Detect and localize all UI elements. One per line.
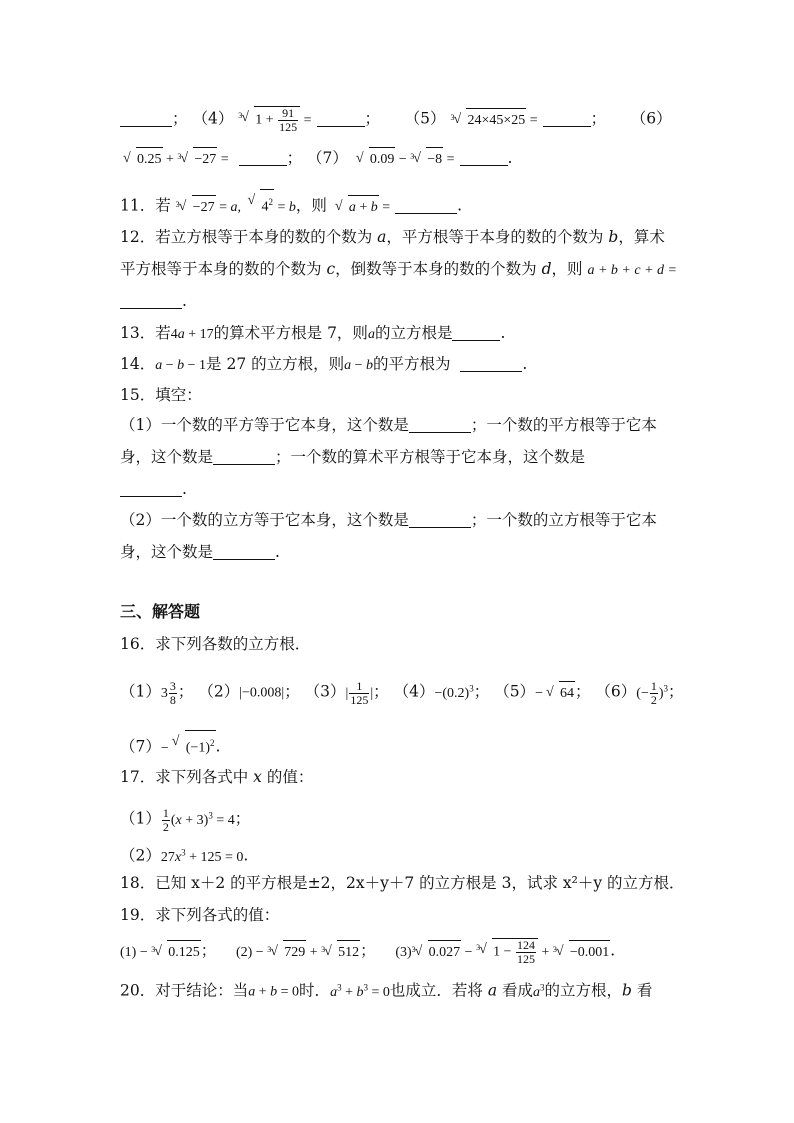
math-expr: √ a + b = bbox=[332, 200, 390, 215]
q10-part7-label: （7） bbox=[307, 149, 348, 167]
math-expr: 3 $\frac{3}{8}$ bbox=[160, 678, 176, 707]
q15-line-2: 身，这个数是 ；一个数的算术平方根等于它本身，这个数是 bbox=[120, 448, 586, 466]
math-expr: (2) − 3 √ 729 + 3 √ 512 bbox=[236, 945, 360, 960]
answer-blank[interactable] bbox=[239, 149, 287, 166]
answer-blank[interactable] bbox=[395, 197, 457, 214]
answer-blank[interactable] bbox=[409, 416, 471, 433]
math-expr: (− $\frac{1}{2}$ )$^3$ bbox=[636, 678, 669, 707]
q10-line-1: ； （4） 3 √ 1 + $\frac{91}{125}$ = ； （5） 3 √ 24×45×25 = ； （6） bbox=[120, 106, 684, 134]
answer-blank[interactable] bbox=[409, 511, 471, 528]
q12-line-2: 平方根等于本身的数的个数为 c，倒数等于本身的数的个数为 d，则 a + b + c + d = bbox=[120, 260, 677, 278]
math-expr: $27x^3 + 125 = 0$ bbox=[160, 847, 244, 865]
section-title: 三、解答题 bbox=[120, 602, 201, 621]
q12-line-3: . bbox=[120, 289, 684, 313]
answer-blank[interactable] bbox=[213, 448, 275, 465]
math-expr: − √ 64 bbox=[535, 686, 575, 701]
q16-parts: （1）3 $\frac{3}{8}$ ； （2）|−0.008|； （3）| $\frac{1}{125}$ |； $(4)-(0.2)^3$； （5）− √ 64； （6）(− $\frac{1}{2}$ )$^3$； bbox=[120, 678, 684, 707]
answer-blank[interactable] bbox=[543, 110, 591, 127]
q16-part7: （7）− √ $(-1)^2$. bbox=[120, 730, 684, 761]
answer-blank[interactable] bbox=[120, 480, 182, 497]
q19-parts: (1) − 3 √ 0.125； (2) − 3 √ 729 + 3 √ 512； (3) 3 √ 0.027 − 3 √ 1 − $\frac{124}{125}$ + 3 √ −0.001. bbox=[120, 938, 616, 966]
answer-blank[interactable] bbox=[213, 543, 275, 560]
q12-line-1: 12．若立方根等于本身的数的个数为 a，平方根等于本身的数的个数为 b，算术 bbox=[120, 228, 665, 246]
math-expr: 3 √ 24×45×25 = bbox=[450, 113, 537, 128]
math-expr: $-(0.2)^3$ bbox=[434, 683, 474, 701]
q10-part5-label: （5） bbox=[404, 109, 446, 128]
q10-part4-label: （4） bbox=[192, 109, 234, 128]
math-expr: √ 0.25 + 3 √ −27 = bbox=[120, 152, 229, 167]
math-expr: (1) − 3 √ 0.125 bbox=[120, 945, 201, 960]
math-expr: (3) 3 √ 0.027 − 3 √ 1 − $\frac{124}{125}$ + 3 √ −0.001 bbox=[395, 938, 610, 966]
math-expr: − √ $(-1)^2$ bbox=[161, 741, 216, 756]
math-expr: a − b − 1 bbox=[155, 358, 207, 373]
q17-part2: $(2)27x^3 + 125 = 0$. bbox=[120, 846, 249, 865]
answer-blank[interactable] bbox=[460, 355, 522, 372]
math-expr: |−0.008| bbox=[239, 685, 285, 701]
q15-line-4: （2）一个数的立方等于它本身，这个数是 ；一个数的立方根等于它本 bbox=[120, 511, 657, 529]
math-expr: 3 √ 1 + $\frac{91}{125}$ = bbox=[238, 106, 312, 134]
q15-line-1: （1）一个数的平方等于它本身，这个数是 ；一个数的平方根等于它本 bbox=[120, 416, 657, 434]
math-expr: | $\frac{1}{125}$ | bbox=[345, 678, 374, 707]
answer-blank[interactable] bbox=[317, 110, 365, 127]
math-expr: a + b = 0 bbox=[248, 984, 300, 1000]
answer-blank[interactable] bbox=[452, 324, 500, 341]
math-expr: a + b + c + d = bbox=[587, 263, 677, 278]
q15-title: 15．填空： bbox=[120, 386, 202, 404]
q14: 14．a − b − 1是 27 的立方根，则a − b的平方根为 . bbox=[120, 355, 528, 373]
math-expr: $a^3 + b^3 = 0$ bbox=[330, 982, 390, 1000]
q17-part1: （1） $\frac{1}{2}$ $(x + 3)^3 = 4$； bbox=[120, 805, 251, 834]
math-expr: √ 0.09 − 3 √ −8 = bbox=[353, 152, 455, 167]
q11: 11．若 3 √ −27 = a, √ $4^2 = b$，则 √ a + b = . bbox=[120, 189, 684, 220]
q19-title: 19．求下列各式的值： bbox=[120, 906, 280, 924]
q18: 18．已知 x＋2 的平方根是±2，2x＋y＋7 的立方根是 3，试求 x²＋y 的立方根． bbox=[120, 874, 685, 892]
answer-blank[interactable] bbox=[120, 110, 172, 127]
math-expr: $\frac{1}{2}$ $(x + 3)^3 = 4$ bbox=[162, 805, 235, 834]
math-expr: 4a + 17 bbox=[170, 327, 214, 342]
math-expr: 3 √ −27 = a, √ $4^2 = b$ bbox=[176, 200, 296, 215]
q15-line-3: . bbox=[120, 477, 684, 501]
q10-line-2: √ 0.25 + 3 √ −27 = ； （7） √ 0.09 − 3 √ −8 = . bbox=[120, 146, 684, 172]
q15-line-5: 身，这个数是 . bbox=[120, 543, 280, 561]
math-expr: a − b bbox=[344, 358, 374, 373]
q20: 20．对于结论：当a + b = 0时．$a^3 + b^3 = 0$也成立．若将 a 看成$a^3$的立方根，b 看 bbox=[120, 981, 653, 1000]
answer-blank[interactable] bbox=[120, 292, 182, 309]
q16-title: 16．求下列各数的立方根． bbox=[120, 635, 311, 653]
q10-part6-label: （6） bbox=[630, 109, 672, 128]
answer-blank[interactable] bbox=[460, 149, 508, 166]
q17-title: 17．求下列各式中 x 的值： bbox=[120, 768, 314, 786]
q13: 13．若4a + 17的算术平方根是 7，则a的立方根是 . bbox=[120, 324, 506, 342]
